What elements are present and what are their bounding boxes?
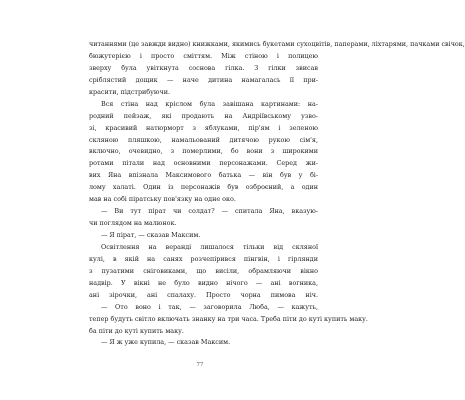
text-line: мав на собі піратську пов'язку на одне око. (89, 195, 236, 204)
text-line: читаннями (це завжди видно) книжками, якимись букетами сухоцвітів, паперами, ліхтарями, пачками свічок, (89, 40, 465, 48)
text-line: ротами пітали над основними персонажами. Серед жи- (89, 159, 318, 168)
text-line: зверху була увіткнута соснова гілка. З гілки звисав (89, 63, 318, 72)
text-line: скляною пляшкою, намальований дитячою рукою сім'я, (89, 135, 318, 144)
page-number: 77 (196, 362, 204, 368)
text-line: зі, красивий натюрморт з яблуками, пір'ям і зеленою (89, 123, 318, 132)
text-line: з пузатими сніговиками, що висіли, обрамляючи вікно (89, 266, 318, 275)
text-line: Освітлення на веранді лишалося тільки від скляної (101, 242, 318, 251)
text-line: тепер будуть світло включать знанку на три часа. Треба піти до куті купить маку. (89, 314, 368, 323)
text-line: кулі, в якій на санях розчепірився пінгвін, і гірлянди (89, 254, 318, 263)
text-line: — Я ж уже купила, — сказав Максим. (101, 338, 231, 347)
text-line: ані зірочки, ані спалаху. Просто чорна пимова ніч. (89, 290, 318, 299)
text-line: сріблястий дощик — наче дитина намагалась її при- (89, 75, 318, 84)
text-line: включно, очевидно, з померлими, бо вони з широкими (89, 147, 318, 156)
text-line: — Ото воно і так, — заговорила Люба, — кажуть, (101, 302, 318, 311)
text-line: лому халаті. Один із персонажів був озброєний, а один (89, 183, 318, 192)
text-line: Вся стіна над кріслом була завішана картинами: на- (101, 99, 318, 108)
text-line: ба піти до куті купить маку. (89, 326, 184, 335)
body-text (89, 39, 465, 349)
text-line: вих Яна впізнала Максимового батька — він був у бі- (89, 171, 318, 180)
text-line: бюжутерією і просто сміттям. Між стіною і полицею (89, 51, 318, 60)
text-line: — Ви тут пірат чи солдат? — спитала Яна, вказую- (101, 207, 318, 216)
text-line: чи поглядом на малюнок. (89, 219, 177, 228)
text-line: красити, підстрибуючи. (89, 87, 170, 96)
text-line: надвір. У вікні не було видно нічого — ані вогника, (89, 278, 318, 287)
text-line: — Я пірат, — сказав Максим. (101, 231, 201, 239)
text-line: родний пейзаж, які продають на Андріївському узво- (89, 111, 318, 120)
